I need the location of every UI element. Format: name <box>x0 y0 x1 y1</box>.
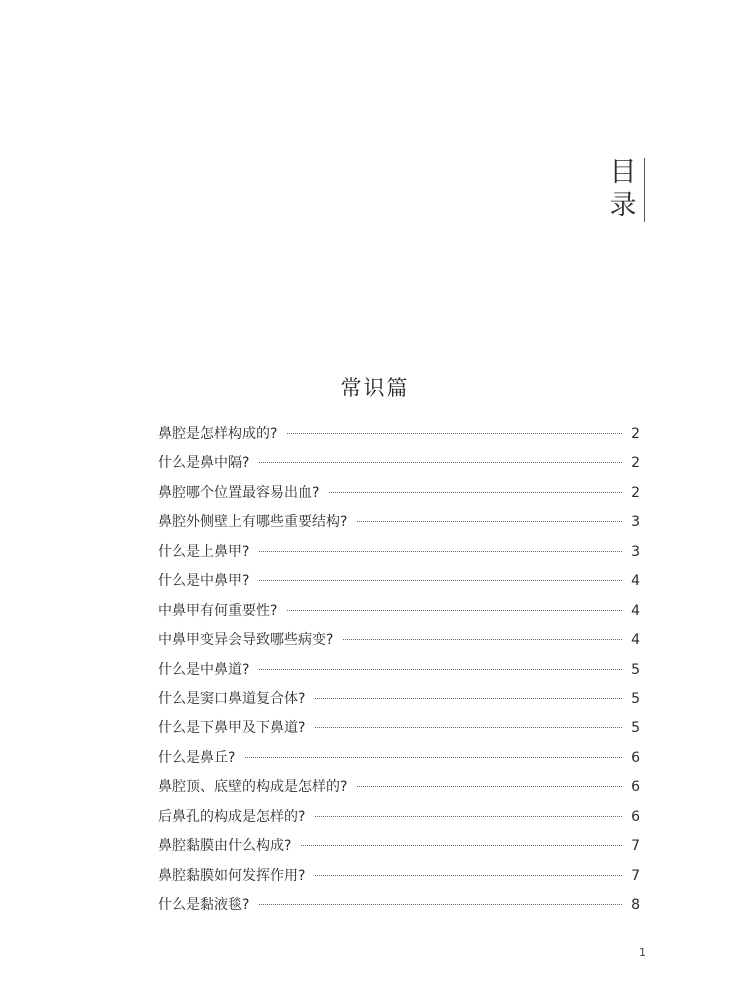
toc-entry-page: 5 <box>631 720 640 737</box>
leader-dots <box>301 845 622 846</box>
toc-entry-title: 鼻腔顶、底壁的构成是怎样的? <box>158 779 348 796</box>
toc-entry-title: 鼻腔哪个位置最容易出血? <box>158 484 320 501</box>
section-title: 常识篇 <box>340 376 410 400</box>
toc-entry-title: 鼻腔黏膜由什么构成? <box>158 838 292 855</box>
toc-entry-page: 3 <box>631 514 640 531</box>
leader-dots <box>343 639 622 640</box>
toc-entry-page: 8 <box>631 897 640 913</box>
toc-entry-page: 7 <box>631 867 640 884</box>
toc-entry[interactable] <box>158 511 640 540</box>
toc-entry-title: 什么是鼻中隔? <box>158 455 250 472</box>
toc-entry[interactable] <box>158 835 640 864</box>
toc-entry-page: 3 <box>631 543 640 560</box>
toc-entry-page: 4 <box>631 632 640 649</box>
toc-entry-page: 2 <box>631 484 640 501</box>
toc-entry-title: 什么是中鼻道? <box>158 661 250 678</box>
leader-dots <box>287 433 622 434</box>
leader-dots <box>259 904 622 905</box>
toc-entry-page: 7 <box>631 838 640 855</box>
leader-dots <box>329 492 622 493</box>
toc-list <box>158 423 640 923</box>
toc-entry[interactable] <box>158 482 640 511</box>
toc-entry-title: 什么是鼻丘? <box>158 749 236 766</box>
toc-entry[interactable] <box>158 747 640 776</box>
toc-entry[interactable] <box>158 659 640 688</box>
toc-entry[interactable] <box>158 806 640 835</box>
toc-entry-title: 中鼻甲变异会导致哪些病变? <box>158 632 334 649</box>
leader-dots <box>315 727 622 728</box>
leader-dots <box>259 669 622 670</box>
toc-entry-title: 鼻腔外侧壁上有哪些重要结构? <box>158 514 348 531</box>
toc-entry-title: 什么是下鼻甲及下鼻道? <box>158 720 306 737</box>
leader-dots <box>259 580 622 581</box>
toc-entry[interactable] <box>158 423 640 452</box>
toc-entry[interactable] <box>158 629 640 658</box>
toc-entry-title: 什么是黏液毯? <box>158 897 250 913</box>
page-number: 1 <box>639 946 646 959</box>
toc-entry[interactable] <box>158 600 640 629</box>
leader-dots <box>315 875 622 876</box>
leader-dots <box>315 816 622 817</box>
toc-entry[interactable] <box>158 717 640 746</box>
toc-entry-title: 中鼻甲有何重要性? <box>158 602 278 619</box>
toc-entry-page: 6 <box>631 749 640 766</box>
toc-entry-page: 4 <box>631 573 640 590</box>
leader-dots <box>259 462 622 463</box>
toc-entry[interactable] <box>158 688 640 717</box>
toc-entry[interactable] <box>158 894 640 923</box>
toc-entry-page: 6 <box>631 779 640 796</box>
toc-entry-title: 后鼻孔的构成是怎样的? <box>158 808 306 825</box>
leader-dots <box>315 698 622 699</box>
toc-entry[interactable] <box>158 570 640 599</box>
toc-entry-title: 什么是中鼻甲? <box>158 573 250 590</box>
toc-entry-page: 2 <box>631 426 640 442</box>
toc-entry-title: 什么是窦口鼻道复合体? <box>158 690 306 707</box>
leader-dots <box>259 551 622 552</box>
contents-heading <box>608 156 638 222</box>
contents-heading-char-2: 录 <box>609 190 637 221</box>
toc-entry-page: 5 <box>631 690 640 707</box>
toc-entry-page: 2 <box>631 455 640 472</box>
leader-dots <box>357 786 622 787</box>
leader-dots <box>245 757 622 758</box>
toc-entry-page: 5 <box>631 661 640 678</box>
toc-entry[interactable] <box>158 865 640 894</box>
toc-entry[interactable] <box>158 452 640 481</box>
contents-heading-char-1: 目 <box>609 157 637 188</box>
leader-dots <box>357 521 622 522</box>
toc-entry-title: 什么是上鼻甲? <box>158 543 250 560</box>
leader-dots <box>287 610 622 611</box>
heading-divider <box>644 158 645 222</box>
toc-entry-title: 鼻腔是怎样构成的? <box>158 426 278 442</box>
toc-entry-page: 6 <box>631 808 640 825</box>
toc-entry[interactable] <box>158 541 640 570</box>
toc-entry[interactable] <box>158 776 640 805</box>
toc-entry-title: 鼻腔黏膜如何发挥作用? <box>158 867 306 884</box>
toc-entry-page: 4 <box>631 602 640 619</box>
